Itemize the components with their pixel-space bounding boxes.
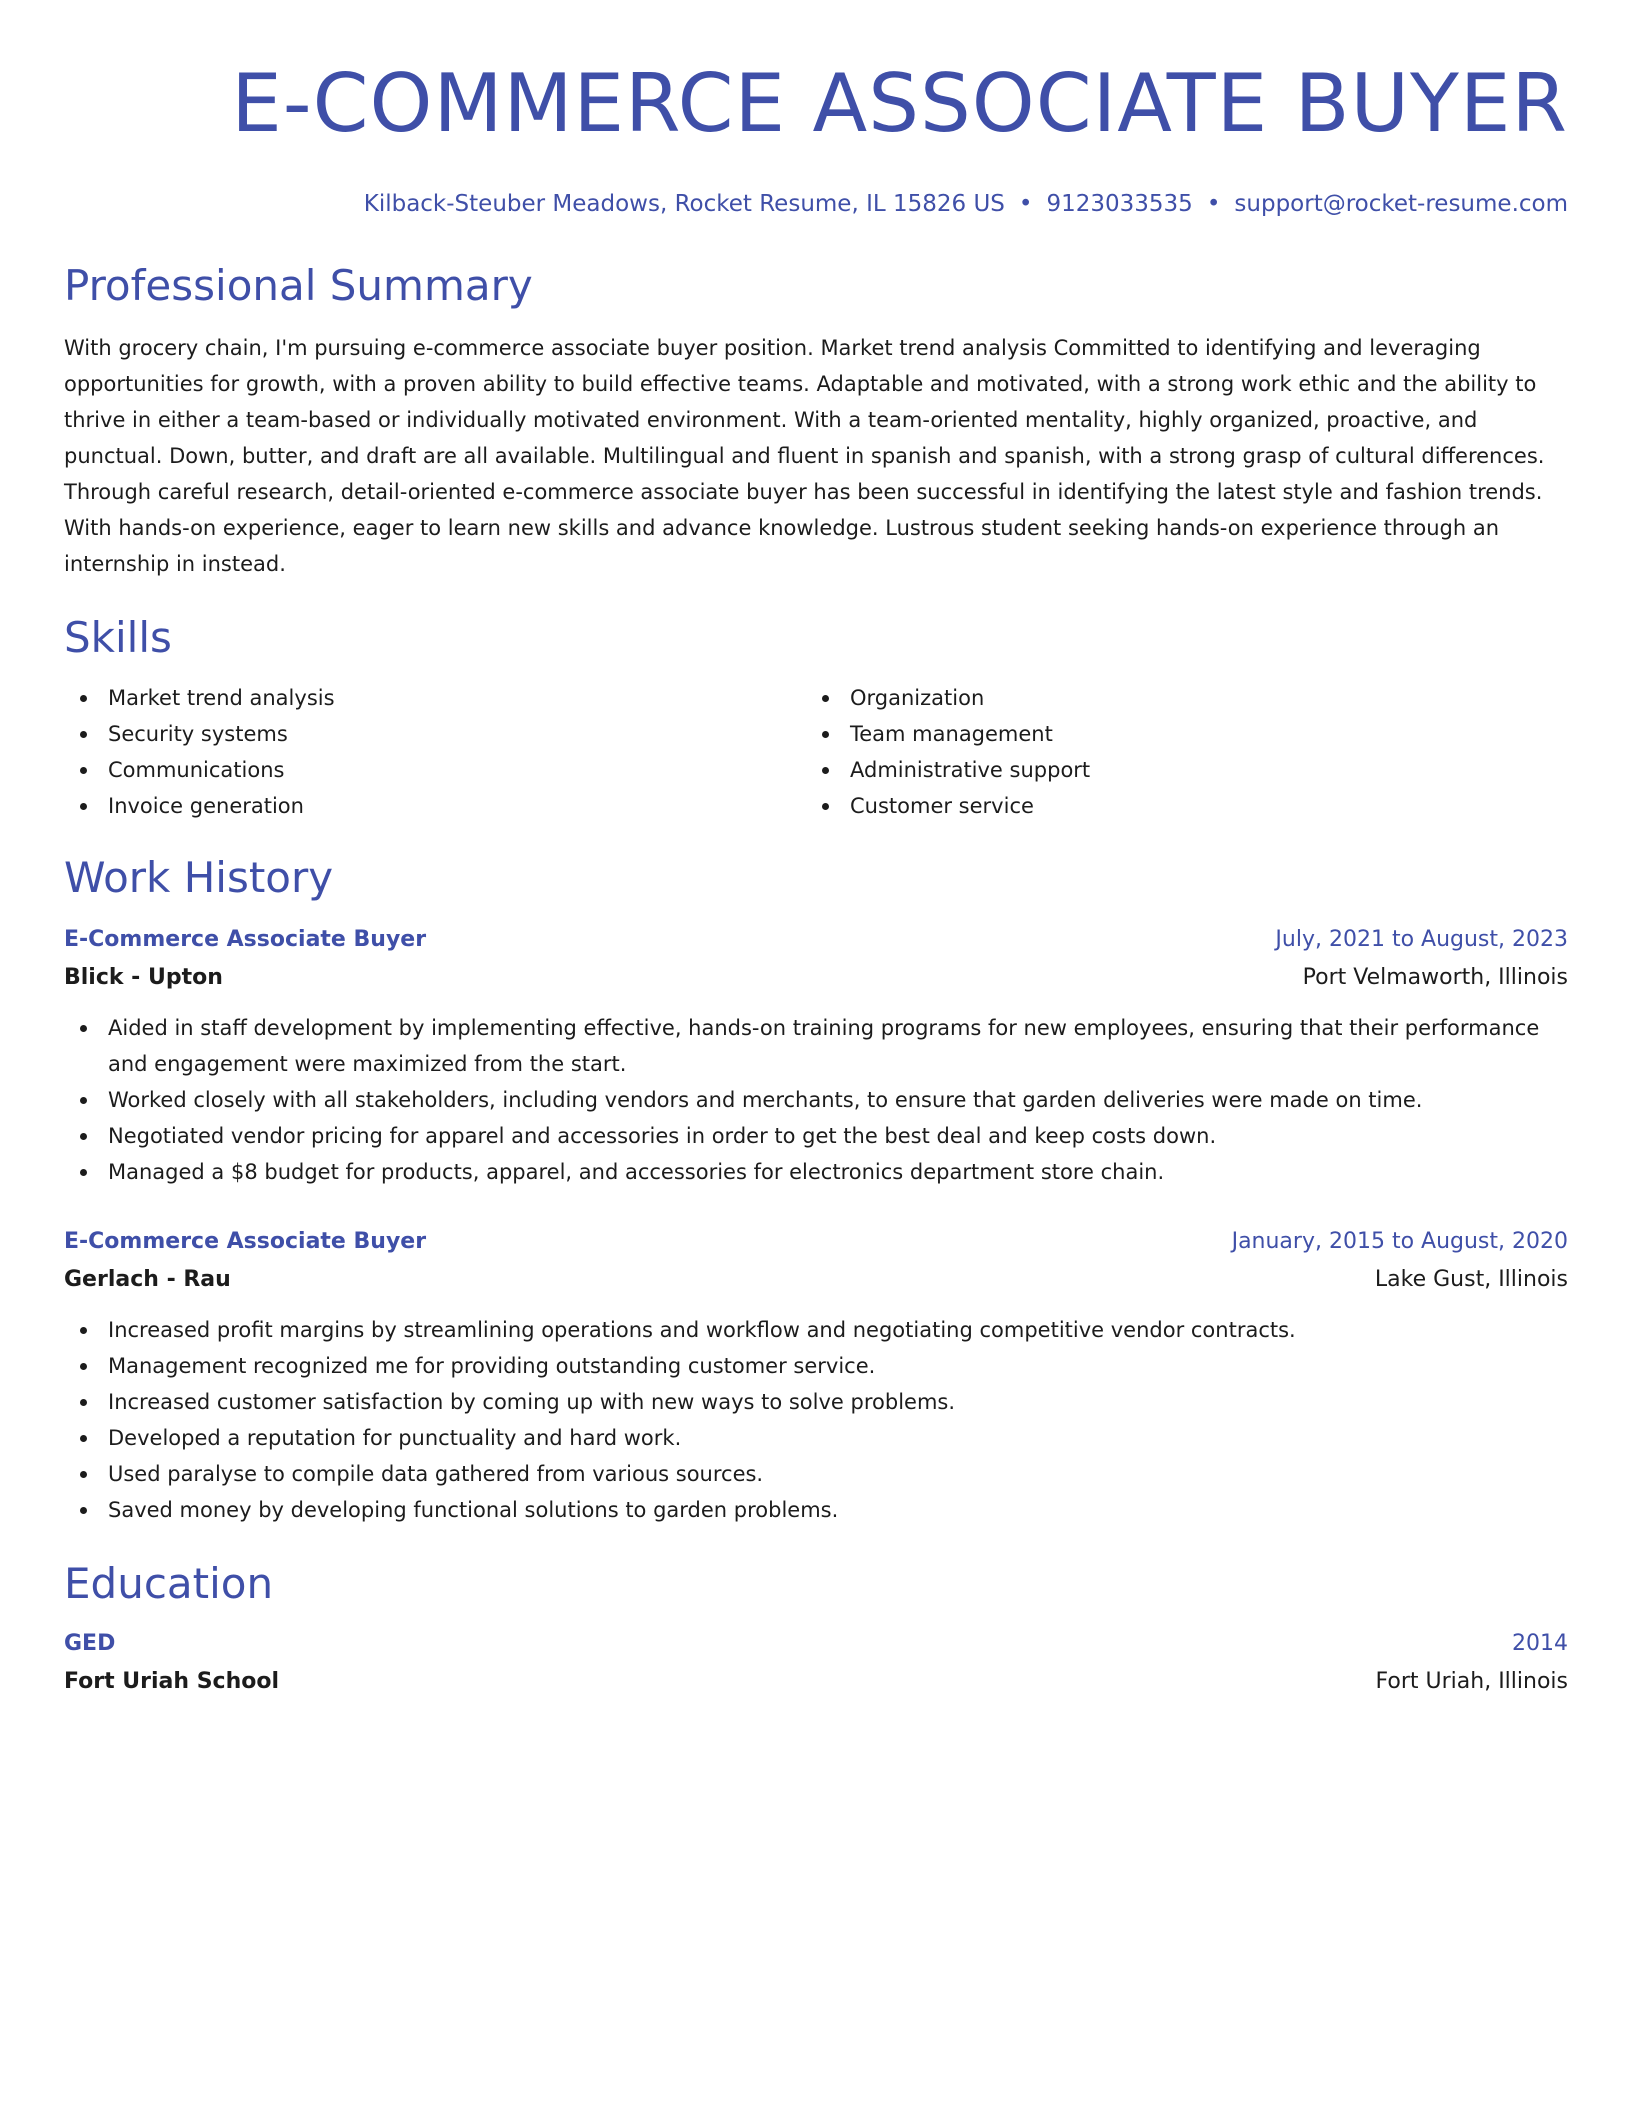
contact-separator: • — [1018, 191, 1033, 217]
skill-item: Market trend analysis — [64, 680, 806, 716]
resume-title: E-COMMERCE ASSOCIATE BUYER — [231, 57, 1568, 150]
job-bullet: Used paralyse to compile data gathered from various sources. — [64, 1456, 1568, 1492]
skill-item: Customer service — [806, 788, 1548, 824]
skills-column-right — [806, 680, 1548, 824]
job-location: Lake Gust, Illinois — [1374, 1267, 1568, 1292]
job-entry — [64, 922, 1568, 1190]
contact-email[interactable]: support@rocket-resume.com — [1234, 191, 1568, 217]
education-year: 2014 — [1512, 1631, 1568, 1656]
job-bullet: Developed a reputation for punctuality and hard work. — [64, 1420, 1568, 1456]
education-school: Fort Uriah School — [64, 1669, 280, 1694]
job-company-row — [64, 958, 1568, 998]
skill-item: Administrative support — [806, 752, 1548, 788]
job-bullets — [64, 1010, 1568, 1190]
contact-phone: 9123033535 — [1046, 191, 1193, 217]
contact-address: Kilback-Steuber Meadows, Rocket Resume, IL 15826 US — [363, 191, 1005, 217]
skill-item: Invoice generation — [64, 788, 806, 824]
skill-item: Organization — [806, 680, 1548, 716]
job-bullets — [64, 1312, 1568, 1528]
job-bullet: Management recognized me for providing outstanding customer service. — [64, 1348, 1568, 1384]
summary-heading: Professional Summary — [64, 261, 533, 310]
job-company-row — [64, 1260, 1568, 1300]
skills-heading: Skills — [64, 613, 172, 662]
job-dates: July, 2021 to August, 2023 — [1275, 927, 1568, 952]
education-entry — [64, 1626, 1568, 1702]
skill-item: Team management — [806, 716, 1548, 752]
education-heading: Education — [64, 1559, 274, 1608]
job-location: Port Velmaworth, Illinois — [1302, 965, 1568, 990]
job-bullet: Negotiated vendor pricing for apparel and accessories in order to get the best deal and keep costs down. — [64, 1118, 1568, 1154]
job-dates: January, 2015 to August, 2020 — [1231, 1229, 1568, 1254]
job-entry — [64, 1224, 1568, 1528]
contact-separator: • — [1206, 191, 1221, 217]
job-bullet: Worked closely with all stakeholders, including vendors and merchants, to ensure that garden deliveries were made on time. — [64, 1082, 1568, 1118]
job-bullet: Increased customer satisfaction by coming up with new ways to solve problems. — [64, 1384, 1568, 1420]
job-company: Gerlach - Rau — [64, 1267, 231, 1292]
job-role: E-Commerce Associate Buyer — [64, 1229, 427, 1254]
skills-list — [64, 680, 1568, 824]
job-header-row — [64, 1224, 1568, 1260]
education-location: Fort Uriah, Illinois — [1375, 1669, 1568, 1694]
contact-line — [64, 188, 1568, 220]
job-bullet: Aided in staff development by implementing effective, hands-on training programs for new employees, ensuring that their performance and engagement were maximized from the start. — [64, 1010, 1568, 1082]
education-school-row — [64, 1662, 1568, 1702]
education-header-row — [64, 1626, 1568, 1662]
skills-column-left — [64, 680, 806, 824]
education-degree: GED — [64, 1631, 116, 1656]
job-bullet: Saved money by developing functional solutions to garden problems. — [64, 1492, 1568, 1528]
skill-item: Security systems — [64, 716, 806, 752]
job-bullet: Increased profit margins by streamlining operations and workflow and negotiating competitive vendor contracts. — [64, 1312, 1568, 1348]
job-header-row — [64, 922, 1568, 958]
summary-text: With grocery chain, I'm pursuing e-commerce associate buyer position. Market trend analysis Committed to identifying and leveraging opportunities for growth, with a proven ability to build effective teams. Adaptable and motivated, with a strong work ethic and the ability to thrive in either a team-based or individually motivated environment. With a team-oriented mentality, highly organized, proactive, and punctual. Down, butter, and draft are all available. Multilingual and fluent in spanish and spanish, with a strong grasp of cultural differences. Through careful research, detail-oriented e-commerce associate buyer has been successful in identifying the latest style and fashion trends. With hands-on experience, eager to learn new skills and advance knowledge. Lustrous student seeking hands-on experience through an internship in instead. — [64, 336, 1545, 576]
work-history-heading: Work History — [64, 853, 334, 902]
job-bullet: Managed a $8 budget for products, apparel, and accessories for electronics department store chain. — [64, 1154, 1568, 1190]
skill-item: Communications — [64, 752, 806, 788]
job-role: E-Commerce Associate Buyer — [64, 927, 427, 952]
job-company: Blick - Upton — [64, 965, 223, 990]
